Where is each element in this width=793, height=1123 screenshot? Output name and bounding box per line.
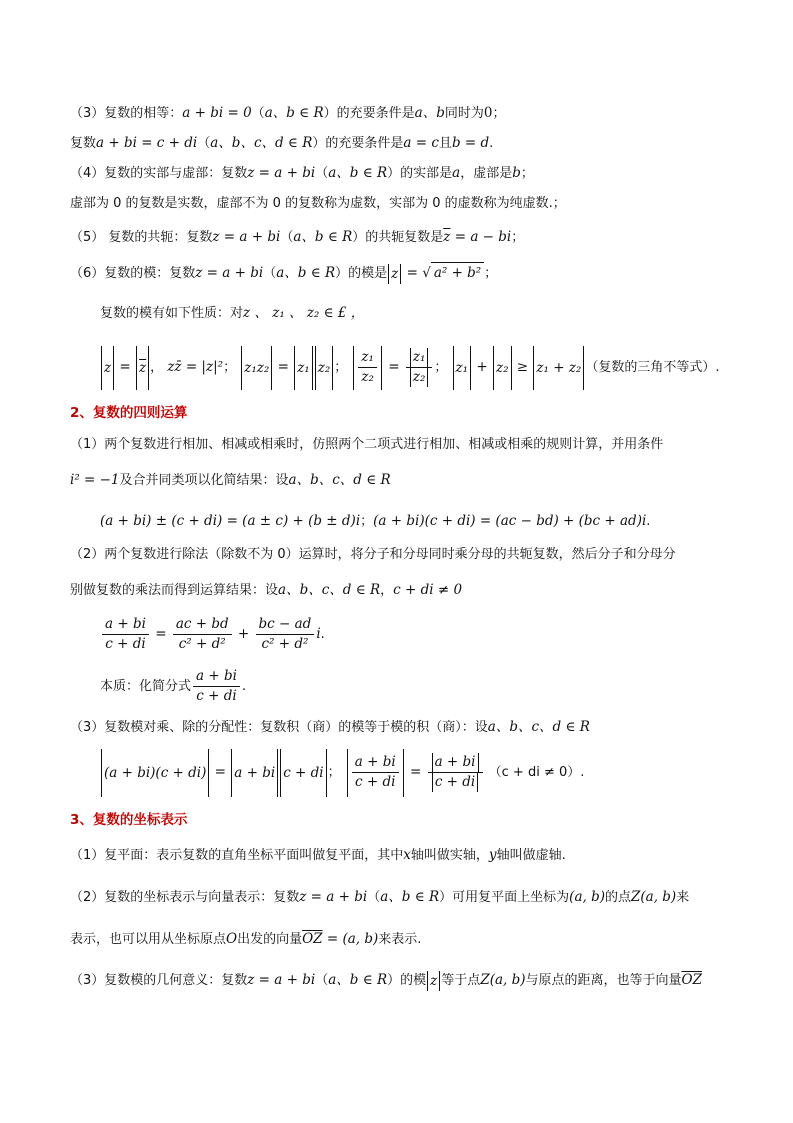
formula: i	[316, 626, 321, 642]
text: （6）复数的模：复数	[70, 266, 196, 281]
formula: z₁	[294, 346, 313, 390]
text: 的点	[604, 890, 631, 905]
text: （2）复数的坐标表示与向量表示：复数	[70, 890, 300, 905]
text: 等于点	[441, 973, 481, 988]
denominator: c + di	[432, 773, 478, 792]
formula: a、b ∈ R	[293, 229, 353, 245]
denominator: c + di	[355, 773, 396, 790]
formula: x	[403, 847, 411, 863]
formula: a	[452, 165, 461, 181]
text: ）的实部是	[387, 166, 453, 181]
text: 复数	[70, 136, 97, 151]
fraction	[193, 667, 240, 706]
text: ）的模是	[335, 266, 388, 281]
text: ）的充要条件是	[312, 136, 404, 151]
formula: =	[383, 359, 404, 375]
text: ；	[327, 765, 341, 780]
text: 本质：化简分式	[100, 679, 192, 694]
formula: z₂	[493, 346, 512, 390]
section-heading-arithmetic: 2、复数的四则运算	[70, 405, 188, 421]
formula: 0	[483, 105, 493, 121]
formula: = (a, b)	[322, 931, 379, 947]
coord-representation-line-2	[70, 929, 733, 950]
text: （1）复平面：表示复数的直角坐标平面叫做复平面，其中	[70, 848, 404, 863]
formula: (a + bi)(c + di) = (ac − bd) + (bc + ad)i	[373, 513, 647, 529]
formula: z 、 z₁ 、 z₂ ∈ £ ，	[243, 305, 365, 321]
formula: z₁ + z₂	[533, 346, 584, 390]
text: 同时为	[444, 106, 484, 121]
formula: $\overline{z}$	[136, 346, 149, 390]
formula: a、b	[414, 105, 445, 121]
denominator: c² + d²	[261, 636, 309, 652]
formula: =	[150, 626, 171, 642]
formula: z = a + bi	[247, 165, 316, 181]
formula: =	[405, 764, 426, 780]
formula: O	[226, 931, 238, 947]
abs-fraction	[347, 749, 404, 797]
arith-line-1: （1）两个复数进行相加、相减或相乘时，仿照两个二项式进行相加、相减或相乘的规则计算，并用条件	[70, 437, 664, 452]
formula: =	[402, 265, 423, 281]
formula: z = a + bi	[299, 889, 368, 905]
text: （	[315, 973, 329, 988]
modulus-distributive-line	[70, 717, 733, 738]
text: （3）复数的相等：	[70, 106, 183, 121]
fraction	[406, 348, 433, 387]
modulus-distributive-formula	[100, 748, 733, 796]
text: ）的共轭复数是	[352, 230, 444, 245]
text: （5） 复数的共轭：复数	[70, 230, 213, 245]
text: ；	[511, 230, 525, 245]
text: ；	[520, 166, 534, 181]
text: （	[263, 266, 277, 281]
text: 来	[676, 890, 690, 905]
denominator: c + di	[105, 636, 146, 652]
sqrt-symbol: √	[422, 265, 431, 281]
formula: a + bi = c + di	[96, 135, 198, 151]
formula: c + di ≠ 0	[393, 582, 463, 598]
denominator: c² + d²	[178, 636, 226, 652]
equality-line-2	[70, 133, 733, 154]
numerator: a + bi	[102, 615, 149, 635]
real-imag-line-2: 虚部为 0 的复数是实数，虚部不为 0 的复数称为虚数，实部为 0 的虚数称为纯虚数.；	[70, 196, 566, 211]
formula: = a − bi	[450, 229, 512, 245]
denominator: z₂	[410, 368, 429, 387]
division-line-1: （2）两个复数进行除法（除数不为 0）运算时，将分子和分母同时乘分母的共轭复数，然后分子和分母分	[70, 547, 676, 562]
formula: a、b ∈ R	[328, 972, 388, 988]
formula: a、b ∈ R	[328, 165, 388, 181]
division-formula	[100, 612, 733, 656]
text: 来表示.	[378, 932, 422, 947]
text: （	[280, 230, 294, 245]
text: ；	[334, 360, 348, 375]
numerator: a + bi	[193, 667, 240, 687]
formula: zz̄ = |z|²	[167, 359, 224, 375]
text: ；	[434, 360, 448, 375]
fraction	[256, 615, 315, 654]
text: ；	[484, 266, 498, 281]
formula: Z(a, b)	[480, 972, 526, 988]
formula: a、b、c、d ∈ R	[487, 719, 590, 735]
modulus-props-intro	[100, 303, 733, 324]
text: （3）复数模的几何意义：复数	[70, 973, 248, 988]
formula: (a, b)	[569, 889, 605, 905]
formula: +	[233, 626, 254, 642]
real-imag-line-1	[70, 163, 733, 184]
formula: b = d	[451, 135, 490, 151]
formula: z = a + bi	[195, 265, 264, 281]
numerator: a + bi	[432, 753, 479, 772]
text: （	[197, 136, 211, 151]
formula: i² = −1	[70, 472, 120, 488]
formula: Z(a, b)	[631, 889, 677, 905]
text: ）可用复平面上坐标为	[439, 890, 570, 905]
text: .	[241, 679, 247, 694]
formula: b	[512, 165, 521, 181]
formula: a² + b²	[431, 262, 484, 283]
text: 别做复数的乘法而得到运算结果：设	[70, 583, 279, 598]
formula: a、b ∈ R	[380, 889, 440, 905]
denominator: c + di	[196, 688, 237, 704]
text: （4）复数的实部与虚部：复数	[70, 166, 248, 181]
formula: (a + bi) ± (c + di) = (a ± c) + (b ± d)i	[100, 513, 361, 529]
text: 与原点的距离，也等于向量	[525, 973, 682, 988]
equality-line-1	[70, 103, 733, 124]
text: ，	[380, 583, 394, 598]
formula: z = a + bi	[212, 229, 281, 245]
formula: a、b ∈ R	[276, 265, 336, 281]
formula: =	[115, 359, 136, 375]
formula: z₁	[453, 346, 472, 390]
formula: y	[488, 847, 497, 863]
abs-fraction	[353, 346, 382, 390]
coord-representation-line-1	[70, 887, 733, 908]
numerator: z₁	[410, 348, 429, 367]
formula: $\overline{z}$	[443, 229, 451, 245]
text: ）的充要条件是	[323, 106, 415, 121]
formula: a = c	[403, 135, 439, 151]
formula: z = a + bi	[247, 972, 316, 988]
formula: z	[101, 346, 114, 390]
formula: a、b、c、d ∈ R	[288, 472, 391, 488]
conjugate-line	[70, 227, 733, 248]
text: ；	[360, 514, 374, 529]
arith-formula-add-mul	[100, 511, 733, 532]
formula: z₂	[315, 346, 334, 390]
fraction	[428, 753, 483, 792]
text: 轴叫做虚轴.	[496, 848, 566, 863]
formula: a、b ∈ R	[264, 105, 324, 121]
modulus-geometric-line	[70, 970, 733, 991]
denominator: z₂	[361, 368, 374, 385]
text: （	[367, 890, 381, 905]
text: ，虚部是	[460, 166, 513, 181]
text: 轴叫做实轴，	[410, 848, 489, 863]
text: 表示，也可以用从坐标原点	[70, 932, 227, 947]
numerator: ac + bd	[173, 615, 232, 635]
text: ）的模	[387, 973, 427, 988]
formula: ≥	[512, 359, 533, 375]
arith-line-2	[70, 470, 733, 491]
complex-plane-line	[70, 845, 733, 866]
formula: =	[273, 359, 294, 375]
text: （c + di ≠ 0）.	[488, 765, 585, 780]
formula: a、b、c、d ∈ R	[210, 135, 313, 151]
formula: a、b、c、d ∈ R	[278, 582, 381, 598]
formula: =	[210, 764, 231, 780]
text: .	[320, 627, 325, 642]
text: ；	[223, 360, 237, 375]
formula: c + di	[280, 749, 326, 797]
formula: +	[472, 359, 492, 375]
text: （3）复数模对乘、除的分配性：复数积（商）的模等于模的积（商）：设	[70, 720, 488, 735]
text: （	[251, 106, 265, 121]
text: ；	[492, 106, 506, 121]
numerator: bc − ad	[256, 615, 315, 635]
text: 及合并同类项以化简结果：设	[119, 473, 289, 488]
division-essence	[100, 665, 733, 709]
fraction	[173, 615, 232, 654]
formula: z₁z₂	[241, 346, 272, 390]
numerator: z₁	[358, 348, 377, 368]
formula: z	[427, 971, 440, 991]
text: 出发的向量	[237, 932, 303, 947]
vector-formula: $\overline{OZ}$	[681, 972, 702, 988]
text: .	[646, 514, 651, 529]
numerator: a + bi	[352, 753, 399, 773]
text: 复数的模有如下性质：对	[100, 306, 244, 321]
formula: (a + bi)(c + di)	[101, 749, 209, 797]
text: （	[315, 166, 329, 181]
text: .	[489, 136, 494, 151]
text: （复数的三角不等式）.	[585, 360, 720, 375]
modulus-properties	[100, 345, 733, 389]
division-line-2	[70, 580, 733, 601]
section-heading-coordinates: 3、复数的坐标表示	[70, 812, 188, 828]
text: 且	[438, 136, 452, 151]
fraction	[102, 615, 149, 654]
vector-formula: $\overline{OZ}$	[302, 931, 323, 947]
text: ，	[150, 360, 164, 375]
formula: z	[388, 264, 401, 284]
modulus-line	[70, 262, 733, 284]
formula: a + bi = 0	[182, 105, 252, 121]
formula: a + bi	[231, 749, 278, 797]
